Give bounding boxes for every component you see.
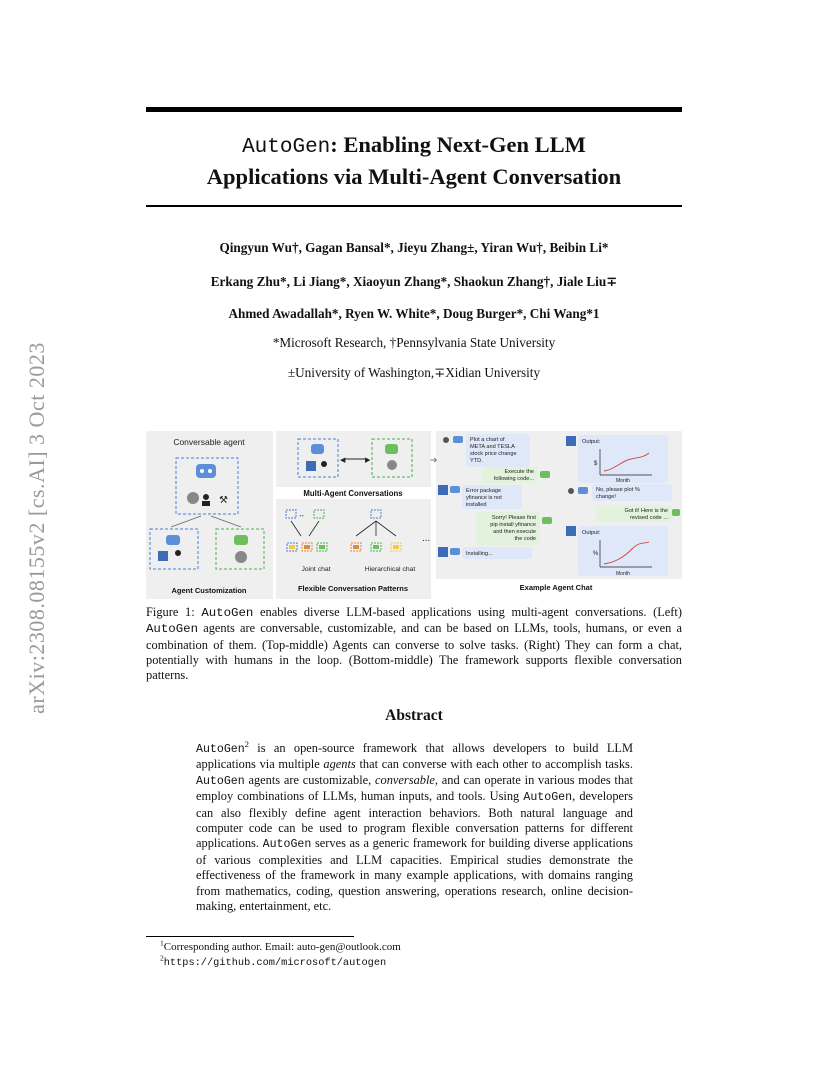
robot-icon-4 xyxy=(385,444,398,454)
author-line-1: Qingyun Wu†, Gagan Bansal*, Jieyu Zhang±, Yiran Wu†, Beibin Li* xyxy=(219,240,609,255)
label-multi-agent-conversations: Multi-Agent Conversations xyxy=(303,489,403,498)
ellipsis: ... xyxy=(422,533,431,544)
svg-text:Month: Month xyxy=(616,478,630,484)
openai-icon xyxy=(187,492,199,504)
footnote-2: $^2$https://github.com/microsoft/autogen xyxy=(160,953,387,969)
figure-1 xyxy=(146,431,682,601)
svg-text:yfinance is not: yfinance is not xyxy=(466,495,502,501)
svg-text:installed: installed xyxy=(466,502,487,508)
svg-text:$: $ xyxy=(594,461,598,467)
openai-icon-2 xyxy=(235,551,247,563)
affiliation-line-1: *Microsoft Research, †Pennsylvania State University xyxy=(272,335,556,350)
title-line2: Applications via Multi-Agent Conversation xyxy=(206,164,622,189)
label-conversable-agent: Conversable agent xyxy=(173,437,245,447)
robot-icon-green xyxy=(234,535,248,545)
figure-caption: Figure 1: AutoGen enables diverse LLM-based applications using multi-agent conversations. (Left) AutoGen agents are conversable, customizable, and can be based on LLMs, tools, humans, or even a combination of them. (Top-middle) Agents can converse to solve tasks. (Right) They can form a chat, potentially with humans in the loop. (Bottom-middle) The framework supports flexible conversation patterns. xyxy=(146,605,683,683)
svg-text:↔: ↔ xyxy=(298,512,305,519)
label-joint-chat: Joint chat xyxy=(301,566,331,573)
svg-text:YTD.: YTD. xyxy=(470,458,483,464)
svg-text:change!: change! xyxy=(596,494,616,500)
svg-text:No, please plot %: No, please plot % xyxy=(596,487,640,493)
svg-text:Error package: Error package xyxy=(466,488,502,494)
tools-icon: ⚒ xyxy=(219,495,228,506)
person-icon xyxy=(203,494,209,500)
label-flexible-patterns: Flexible Conversation Patterns xyxy=(297,584,409,593)
svg-text:◀: ◀ xyxy=(340,457,346,464)
svg-text:the code: the code xyxy=(514,536,536,542)
arxiv-sidebar-stamp xyxy=(22,300,52,755)
affiliation-line-2: ±University of Washington,∓Xidian University xyxy=(287,365,541,380)
svg-text:➜: ➜ xyxy=(430,455,438,465)
svg-text:and then execute: and then execute xyxy=(493,529,536,535)
panel-agent-customization xyxy=(146,431,273,599)
user-avatar-icon xyxy=(443,437,449,443)
title-line1: : Enabling Next-Gen LLM xyxy=(330,132,586,157)
arxiv-id: arXiv:2308.08155v2 [cs.AI] 3 Oct 2023 xyxy=(24,341,49,714)
svg-text:%: % xyxy=(593,551,599,557)
robot-icon xyxy=(196,464,216,478)
author-line-2: Erkang Zhu*, Li Jiang*, Xiaoyun Zhang*, Shaokun Zhang†, Jiale Liu∓ xyxy=(210,274,618,289)
abstract-heading: Abstract xyxy=(385,707,443,724)
svg-text:Plot a chart of: Plot a chart of xyxy=(470,437,505,443)
title-system-name: AutoGen xyxy=(242,136,331,159)
svg-text:Output:: Output: xyxy=(582,439,601,445)
svg-text:Got it! Here is the: Got it! Here is the xyxy=(624,508,668,514)
robot-icon-3 xyxy=(311,444,324,454)
github-link: https://github.com/microsoft/autogen xyxy=(163,957,387,969)
svg-text:Installing...: Installing... xyxy=(466,551,493,557)
abstract-body: AutoGen$^2$ is an open-source framework that allows developers to build LLM applications via multiple agents that can converse with each other to accomplish tasks. AutoGen agents are customizable, conversable, and can operate in various modes that employ combinations of LLMs, human inputs, and tools. Using AutoGen, developers can also flexibly define agent interaction behaviors. Both natural language and computer code can be used to program flexible conversation patterns for different applications. AutoGen serves as a generic framework for building diverse applications of various complexities and LLM capacities. Empirical studies demonstrate the effectiveness of the framework in many example applications, with domains ranging from mathematics, coding, question answering, operations research, online decision-making, entertainment, etc. xyxy=(196,738,634,914)
python-icon xyxy=(158,551,168,561)
label-hierarchical-chat: Hierarchical chat xyxy=(364,566,416,573)
author-line-3: Ahmed Awadallah*, Ryen W. White*, Doug Burger*, Chi Wang*1 xyxy=(228,306,600,321)
footnote-rule xyxy=(146,936,354,937)
svg-text:revised code ...: revised code ... xyxy=(630,515,668,521)
svg-text:Sorry! Please first: Sorry! Please first xyxy=(491,515,536,521)
svg-text:Output:: Output: xyxy=(582,530,601,536)
label-example-agent-chat: Example Agent Chat xyxy=(519,583,593,592)
paper-title xyxy=(146,130,682,191)
robot-icon-blue xyxy=(166,535,180,545)
svg-text:stock price change: stock price change xyxy=(470,451,517,457)
person-icon-2 xyxy=(175,550,181,556)
svg-text:▶: ▶ xyxy=(365,457,371,464)
label-agent-customization: Agent Customization xyxy=(171,586,247,595)
svg-text:pip install yfinance: pip install yfinance xyxy=(490,522,536,528)
svg-text:following code...: following code... xyxy=(493,476,534,482)
title-rule-top xyxy=(146,107,682,112)
title-rule-bottom xyxy=(146,205,682,207)
svg-text:META and TESLA: META and TESLA xyxy=(470,444,515,450)
footnote-1: $^1$Corresponding author. Email: auto-gen@outlook.com xyxy=(160,938,401,953)
python-icon-chat xyxy=(438,485,448,495)
svg-text:Execute the: Execute the xyxy=(504,469,534,475)
svg-text:Month: Month xyxy=(616,571,630,577)
